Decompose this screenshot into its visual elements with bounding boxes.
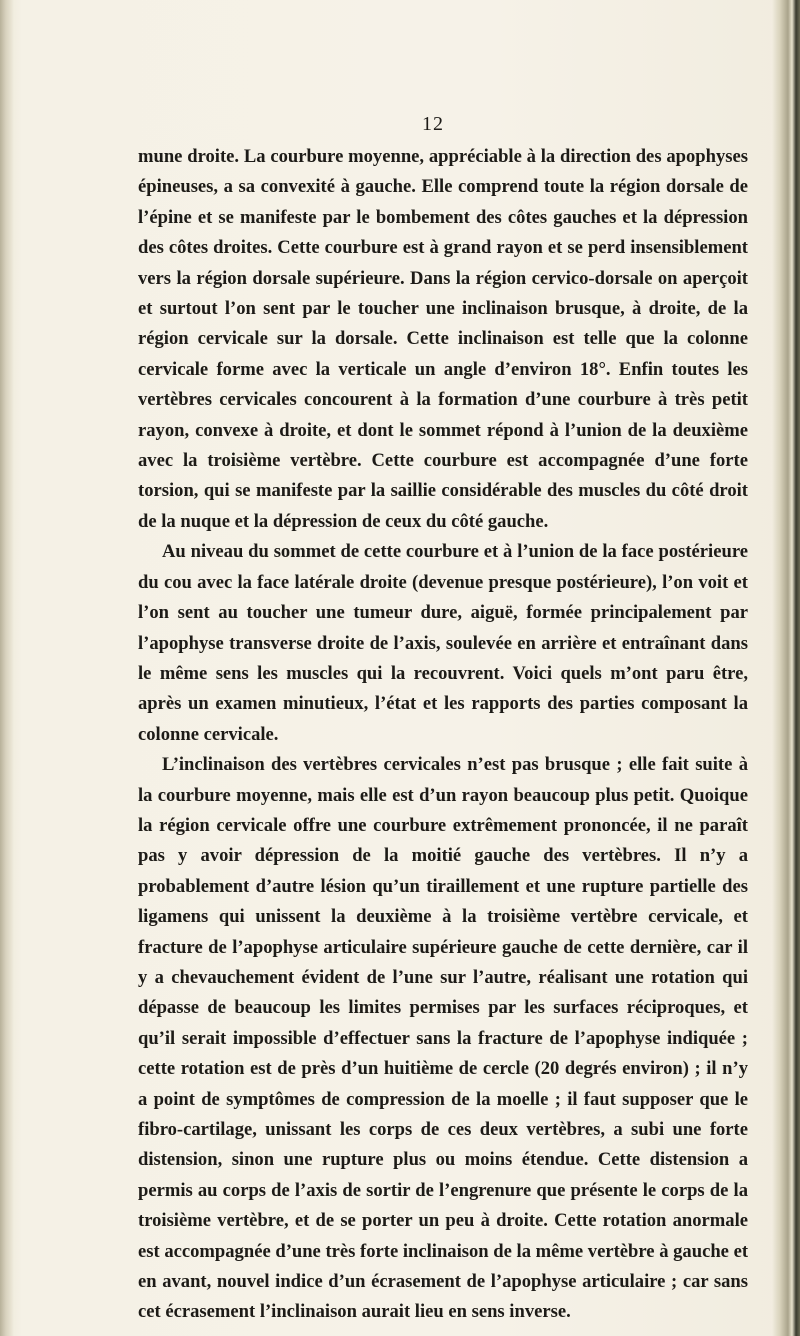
paragraph-3: L’inclinaison des vertèbres cervicales n’est pas brusque ; elle fait suite à la courbure moyenne, mais elle est d’un rayon beaucoup plus petit. Quoique la région cervicale offre une courbure extrêmement prononcée, il ne paraît pas y avoir dépression de la moitié gauche des vertèbres. Il n’y a probablement d’autre lésion qu’un tiraillement et une rupture partielle des ligamens qui unissent la deuxième à la troisième vertèbre cervicale, et fracture de l’apophyse articulaire supérieure gauche de cette dernière, car il y a chevauchement évident de l’une sur l’autre, réalisant une rotation qui dépasse de beaucoup les limites permises par les surfaces réciproques, et qu’il serait impossible d’effectuer sans la fracture de l’apophyse indiquée ; cette rotation est de près d’un huitième de cercle (20 degrés environ) ; il n’y a point de symptômes de compression de la moelle ; il faut supposer que le fibro-cartilage, unissant les corps de ces deux vertèbres, a subi une forte distension, sinon une rupture plus ou moins étendue. Cette distension a permis au corps de l’axis de sortir de l’engrenure que présente le corps de la troisième vertèbre, et de se porter un peu à droite. Cette rotation anormale est accompagnée d’une très forte inclinaison de la même vertèbre à gauche et en avant, nouvel indice d’un écrasement de l’apophyse articulaire ; car sans cet écrasement l’inclinaison aurait lieu en sens inverse. [138, 754, 749, 1323]
paragraph-1: mune droite. La courbure moyenne, appréciable à la direction des apophyses épineuses, a sa convexité à gauche. Elle comprend toute la région dorsale de l’épine et se manifeste par le bombement des côtes gauches et la dépression des côtes droites. Cette courbure est à grand rayon et se perd insensiblement vers la région dorsale supérieure. Dans la région cervico-dorsale on aperçoit et surtout l’on sent par le toucher une inclinaison brusque, à droite, de la région cervicale sur la dorsale. Cette inclinaison est telle que la colonne cervicale forme avec la verticale un angle d’environ 18°. Enfin toutes les vertèbres cervicales concourent à la formation d’une courbure à très petit rayon, convexe à droite, et dont le sommet répond à l’union de la deuxième avec la troisième vertèbre. Cette courbure est accompagnée d’une forte torsion, qui se manifeste par la saillie considérable des muscles du côté droit de la nuque et la dépression de ceux du côté gauche. [138, 146, 748, 532]
page-left-edge [0, 0, 14, 1336]
paragraph-2: Au niveau du sommet de cette courbure et à l’union de la face postérieure du cou avec la face latérale droite (devenue presque postérieure), l’on voit et l’on sent au toucher une tumeur dure, aiguë, formée principalement par l’apophyse transverse droite de l’axis, soulevée en arrière et entraînant dans le même sens les muscles qui la recouvrent. Voici quels m’ont paru être, après un examen minutieux, l’état et les rapports des parties composant la colonne cervicale. [138, 541, 748, 745]
body-text [138, 142, 748, 1328]
page-number: 12 [422, 113, 444, 135]
page-right-edge [772, 0, 800, 1336]
